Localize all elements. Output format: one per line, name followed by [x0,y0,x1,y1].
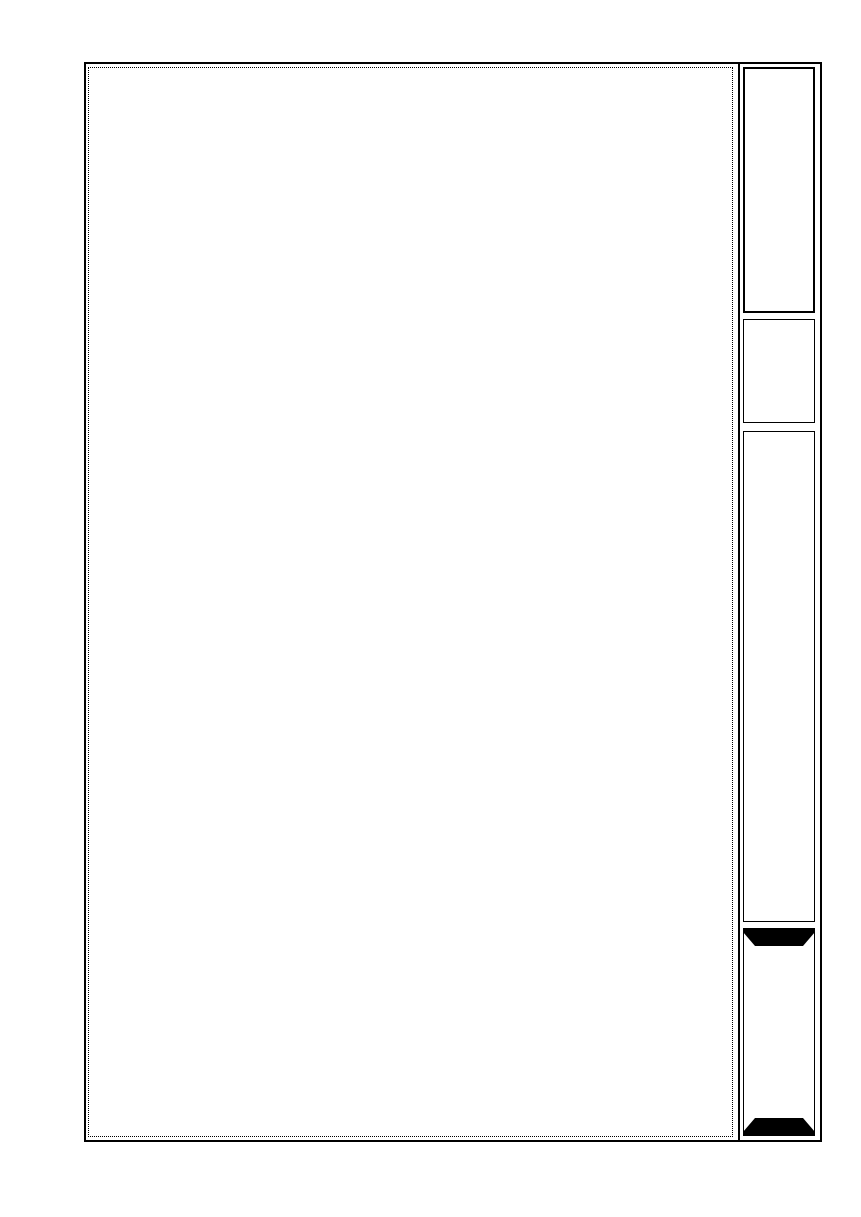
content-border [88,67,733,1137]
edition-label [743,431,815,922]
hall-name [743,928,815,1136]
hall-top-ornament [743,928,815,948]
volume-label [743,319,815,423]
hall-bottom-ornament [743,1116,815,1136]
book-title [743,67,815,313]
